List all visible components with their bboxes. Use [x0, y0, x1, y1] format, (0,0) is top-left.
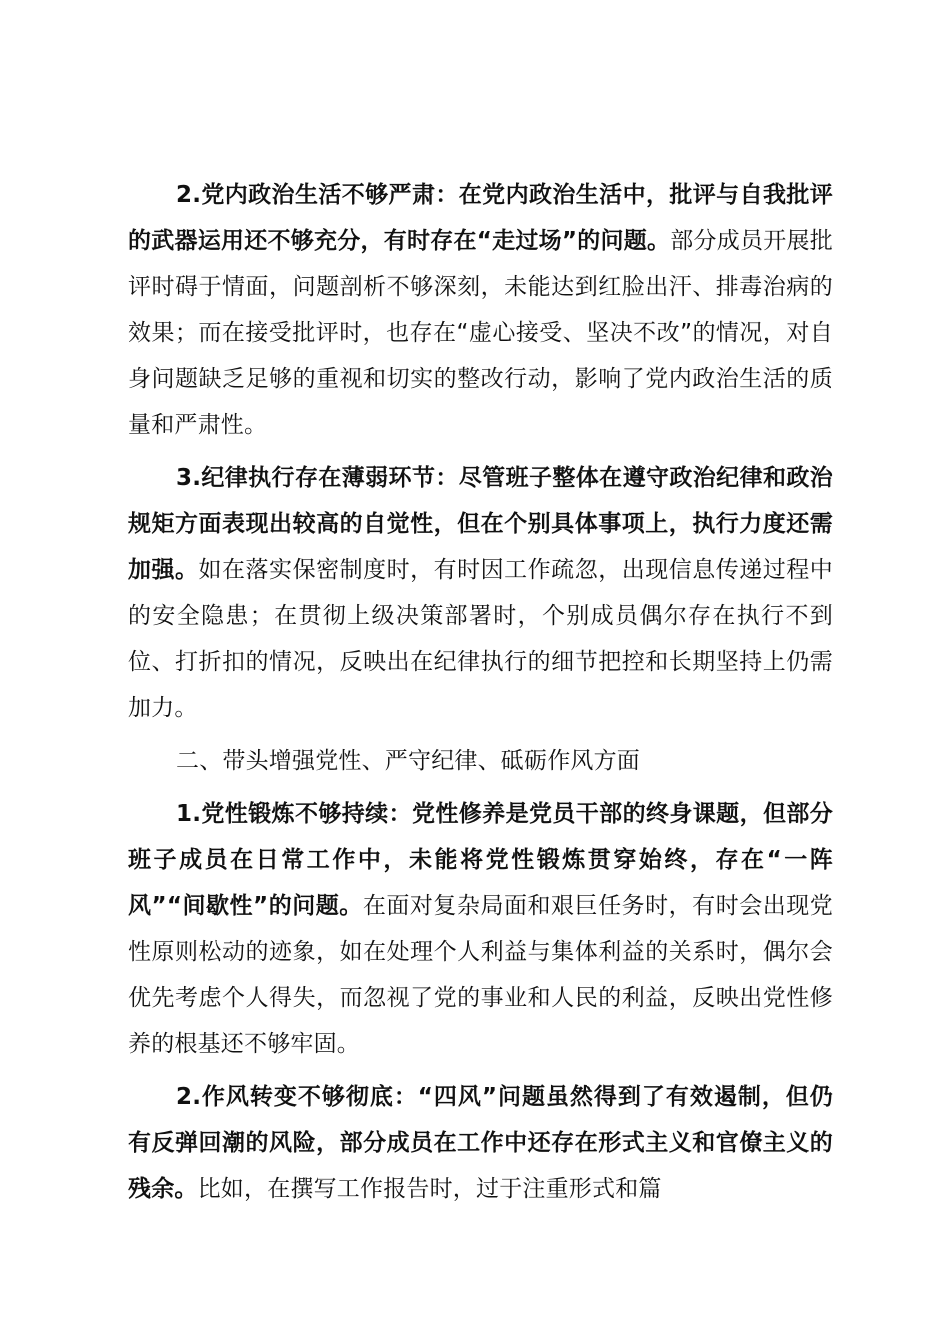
section-heading: 二、带头增强党性、严守纪律、砥砺作风方面: [176, 748, 640, 774]
paragraph-lead: 2.党内政治生活不够严肃：在党内政治生活中，批评与自我批评的武器运用还不够充分，有时存在“走过场”的问题。: [128, 182, 833, 254]
paragraph-discipline-execution: [128, 455, 833, 731]
paragraph-lead: 1.党性锻炼不够持续：党性修养是党员干部的终身课题，但部分班子成员在日常工作中，未能将党性锻炼贯穿始终，存在“一阵风”“间歇性”的问题。: [128, 801, 833, 919]
paragraph-body: 如在落实保密制度时，有时因工作疏忽，出现信息传递过程中的安全隐患；在贯彻上级决策部署时，个别成员偶尔存在执行不到位、打折扣的情况，反映出在纪律执行的细节把控和长期坚持上仍需加力。: [128, 557, 833, 721]
paragraph-lead: 2.作风转变不够彻底：“四风”问题虽然得到了有效遏制，但仍有反弹回潮的风险，部分成员在工作中还存在形式主义和官僚主义的残余。: [128, 1084, 833, 1202]
paragraph-lead: 3.纪律执行存在薄弱环节：尽管班子整体在遵守政治纪律和政治规矩方面表现出较高的自觉性，但在个别具体事项上，执行力度还需加强。: [128, 465, 833, 583]
document-body: [128, 172, 833, 1212]
paragraph-work-style: [128, 1074, 833, 1212]
paragraph-body: 部分成员开展批评时碍于情面，问题剖析不够深刻，未能达到红脸出汗、排毒治病的效果；而在接受批评时，也存在“虚心接受、坚决不改”的情况，对自身问题缺乏足够的重视和切实的整改行动，影响了党内政治生活的质量和严肃性。: [128, 228, 833, 438]
paragraph-body: 在面对复杂局面和艰巨任务时，有时会出现党性原则松动的迹象，如在处理个人利益与集体利益的关系时，偶尔会优先考虑个人得失，而忽视了党的事业和人民的利益，反映出党性修养的根基还不够牢固。: [128, 893, 833, 1057]
paragraph-body: 比如，在撰写工作报告时，过于注重形式和篇: [197, 1176, 662, 1202]
paragraph-party-political-life: [128, 172, 833, 448]
paragraph-party-spirit: [128, 791, 833, 1067]
